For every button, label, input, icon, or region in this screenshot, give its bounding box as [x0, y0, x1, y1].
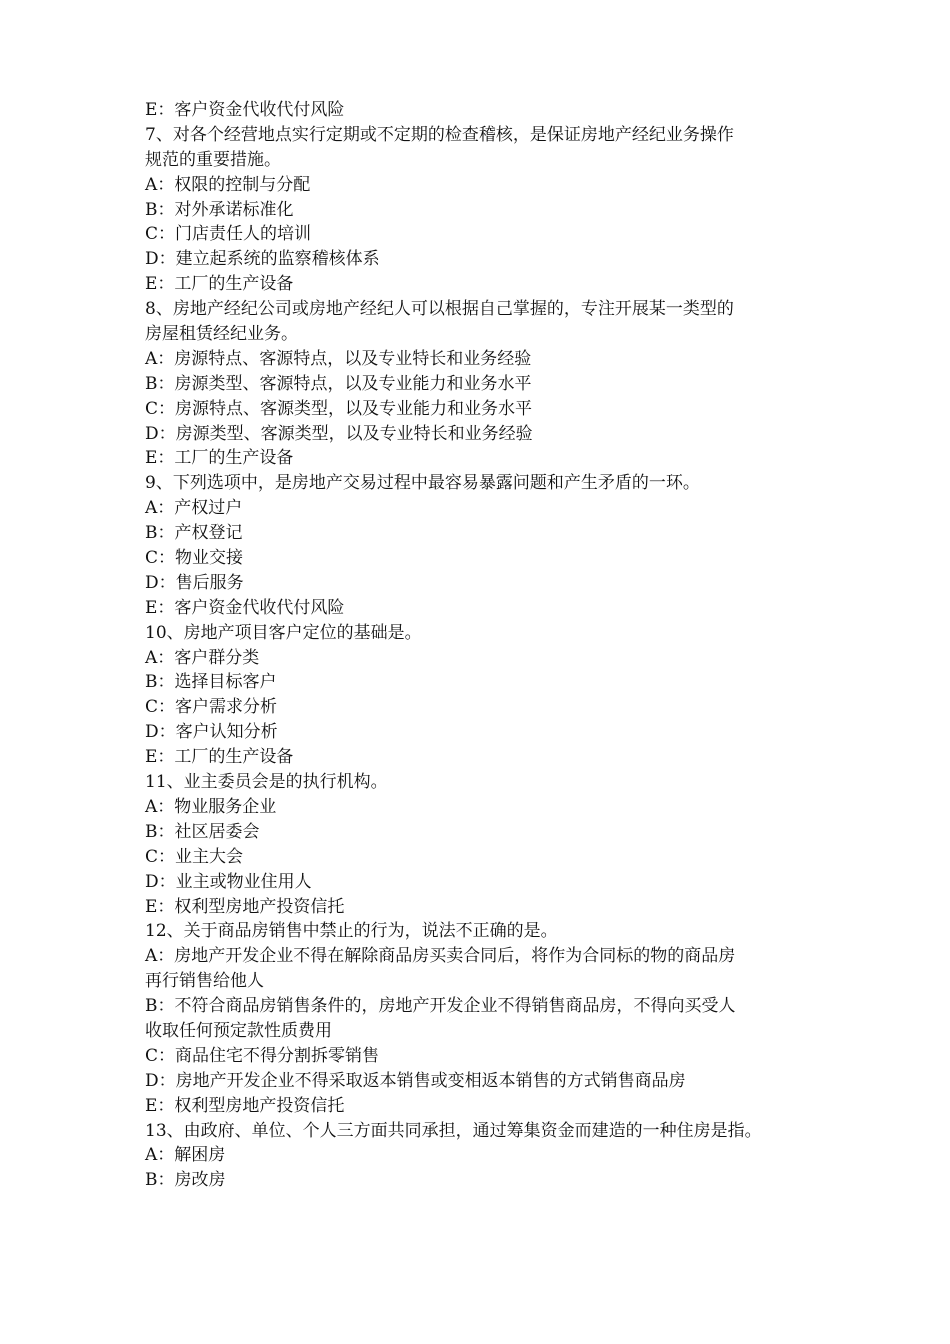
answer-option: A：物业服务企业	[145, 796, 277, 817]
answer-option: A：解困房	[145, 1145, 226, 1166]
answer-option: C：客户需求分析	[145, 697, 278, 718]
answer-option: A：房源特点、客源特点，以及专业特长和业务经验	[145, 348, 532, 369]
question-8-continued: 房屋租赁经纪业务。	[145, 324, 298, 345]
answer-option: C：物业交接	[145, 548, 244, 569]
answer-option: D：客户认知分析	[145, 722, 278, 743]
answer-option: C：门店责任人的培训	[145, 224, 312, 245]
question-7: 7、对各个经营地点实行定期或不定期的检查稽核，是保证房地产经纪业务操作	[145, 124, 734, 145]
answer-option: D：建立起系统的监察稽核体系	[145, 249, 380, 270]
answer-option: D：房地产开发企业不得采取返本销售或变相返本销售的方式销售商品房	[145, 1070, 686, 1091]
answer-option-continued: 收取任何预定款性质费用	[145, 1020, 332, 1041]
question-9: 9、下列选项中，是房地产交易过程中最容易暴露问题和产生矛盾的一环。	[145, 473, 700, 494]
document-body	[145, 98, 815, 1193]
question-11: 11、业主委员会是的执行机构。	[145, 772, 388, 793]
question-8: 8、房地产经纪公司或房地产经纪人可以根据自己掌握的，专注开展某一类型的	[145, 299, 734, 320]
answer-option: C：房源特点、客源类型，以及专业能力和业务水平	[145, 398, 533, 419]
answer-option: E：客户资金代收代付风险	[145, 597, 345, 618]
question-12: 12、关于商品房销售中禁止的行为，说法不正确的是。	[145, 921, 558, 942]
answer-option: A：产权过户	[145, 498, 243, 519]
answer-option: E：工厂的生产设备	[145, 274, 294, 295]
answer-option: E：权利型房地产投资信托	[145, 1095, 345, 1116]
answer-option: B：社区居委会	[145, 821, 260, 842]
answer-option: A：房地产开发企业不得在解除商品房买卖合同后，将作为合同标的物的商品房	[145, 946, 736, 967]
answer-option: D：业主或物业住用人	[145, 871, 312, 892]
answer-option: C：商品住宅不得分割拆零销售	[145, 1045, 380, 1066]
question-13: 13、由政府、单位、个人三方面共同承担，通过筹集资金而建造的一种住房是指。	[145, 1120, 762, 1141]
answer-option: B：房改房	[145, 1170, 226, 1191]
answer-option: B：房源类型、客源特点，以及专业能力和业务水平	[145, 373, 532, 394]
answer-option: A：客户群分类	[145, 647, 260, 668]
answer-option: E：工厂的生产设备	[145, 448, 294, 469]
answer-option: E：工厂的生产设备	[145, 747, 294, 768]
answer-option: E：客户资金代收代付风险	[145, 100, 345, 120]
answer-option: B：对外承诺标准化	[145, 199, 294, 220]
question-7-continued: 规范的重要措施。	[145, 149, 281, 170]
answer-option: E：权利型房地产投资信托	[145, 896, 345, 917]
answer-option: D：房源类型、客源类型，以及专业特长和业务经验	[145, 423, 533, 444]
question-10: 10、房地产项目客户定位的基础是。	[145, 622, 422, 643]
answer-option: C：业主大会	[145, 846, 244, 867]
answer-option: B：产权登记	[145, 523, 243, 544]
answer-option-continued: 再行销售给他人	[145, 971, 264, 992]
answer-option: A：权限的控制与分配	[145, 174, 311, 195]
answer-option: B：不符合商品房销售条件的，房地产开发企业不得销售商品房，不得向买受人	[145, 996, 736, 1017]
answer-option: B：选择目标客户	[145, 672, 277, 693]
answer-option: D：售后服务	[145, 572, 244, 593]
